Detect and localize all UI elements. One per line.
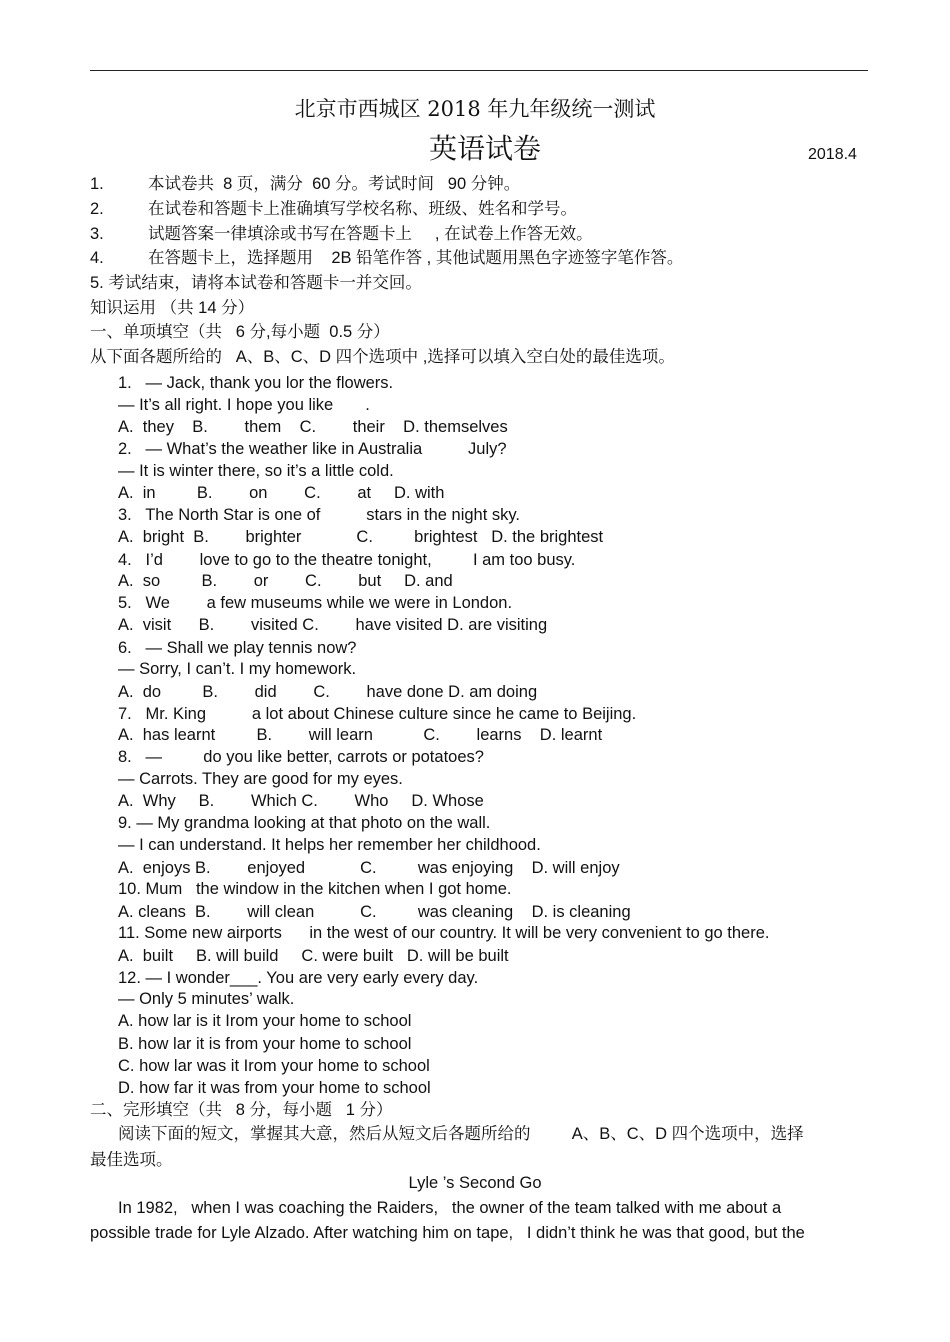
instruction-2-number: 2. [90, 200, 104, 218]
question-options: A. in B. on C. at D. with [118, 484, 445, 502]
question-options: A. so B. or C. but D. and [118, 572, 453, 590]
instruction-2: 在试卷和答题卡上准确填写学校名称、班级、姓名和学号。 [148, 200, 577, 218]
question-line: — It’s all right. I hope you like . [118, 396, 370, 414]
question-line: 10. Mum the window in the kitchen when I got home. [118, 880, 512, 898]
passage-title-text: Lyle ’s Second Go [408, 1174, 542, 1192]
exam-title: 北京市西城区 2018 年九年级统一测试 [294, 97, 656, 121]
question-options: A. how lar is it Irom your home to school [118, 1012, 412, 1030]
part2-directions-cont: 最佳选项。 [90, 1151, 173, 1169]
question-line: — Only 5 minutes’ walk. [118, 990, 295, 1008]
instruction-1: 本试卷共 8 页，满分 60 分。考试时间 90 分钟。 [148, 175, 521, 193]
part1-directions: 从下面各题所给的 A、B、C、D 四个选项中 ,选择可以填入空白处的最佳选项。 [90, 348, 675, 366]
question-line: 2. — What’s the weather like in Australia July? [118, 440, 507, 458]
question-line: — It is winter there, so it’s a little cold. [118, 462, 394, 480]
passage-line: possible trade for Lyle Alzado. After watching him on tape, I didn’t think he was that good, but the [90, 1224, 805, 1242]
instruction-4: 在答题卡上，选择题用 2B 铅笔作答 , 其他试题用黑色字迹签字笔作答。 [148, 249, 684, 267]
question-options: B. how lar it is from your home to school [118, 1035, 412, 1053]
instruction-1-number: 1. [90, 175, 104, 193]
part2-heading: 二、完形填空（共 8 分，每小题 1 分） [90, 1101, 393, 1119]
question-options: A. Why B. Which C. Who D. Whose [118, 792, 484, 810]
instruction-3: 试题答案一律填涂或书写在答题卡上 , 在试卷上作答无效。 [148, 225, 593, 243]
question-line: 1. — Jack, thank you lor the flowers. [118, 374, 394, 392]
question-options: A. they B. them C. their D. themselves [118, 418, 508, 436]
passage-title [0, 1174, 950, 1193]
passage-line: In 1982, when I was coaching the Raiders, the owner of the team talked with me about a [118, 1199, 782, 1217]
question-options: A. do B. did C. have done D. am doing [118, 683, 538, 701]
question-line: 6. — Shall we play tennis now? [118, 639, 357, 657]
question-options: C. how lar was it Irom your home to school [118, 1057, 430, 1075]
question-line: 8. — do you like better, carrots or potatoes? [118, 748, 484, 766]
instruction-3-number: 3. [90, 225, 104, 243]
question-line: — Sorry, I can’t. I my homework. [118, 660, 357, 678]
exam-date: 2018.4 [808, 146, 857, 163]
part1-heading: 一、单项填空（共 6 分,每小题 0.5 分） [90, 323, 390, 341]
instruction-4-number: 4. [90, 249, 104, 267]
question-line: — I can understand. It helps her remember her childhood. [118, 836, 541, 854]
question-line: 11. Some new airports in the west of our country. It will be very convenient to go there. [118, 924, 770, 942]
question-options: A. bright B. brighter C. brightest D. the brightest [118, 528, 604, 546]
instruction-5: 5. 考试结束，请将本试卷和答题卡一并交回。 [90, 274, 422, 292]
question-line: 12. — I wonder___. You are very early every day. [118, 969, 479, 987]
question-options: A. has learnt B. will learn C. learns D. learnt [118, 726, 603, 744]
question-line: 9. — My grandma looking at that photo on the wall. [118, 814, 491, 832]
question-options: D. how far it was from your home to school [118, 1079, 431, 1097]
question-options: A. visit B. visited C. have visited D. are visiting [118, 616, 548, 634]
question-line: 3. The North Star is one of stars in the night sky. [118, 506, 520, 524]
question-line: 5. We a few museums while we were in London. [118, 594, 513, 612]
question-line: 4. I’d love to go to the theatre tonight, I am too busy. [118, 551, 576, 569]
section-heading: 知识运用 （共 14 分） [90, 299, 255, 317]
part2-directions: 阅读下面的短文，掌握其大意，然后从短文后各题所给的 A、B、C、D 四个选项中，选择 [118, 1125, 804, 1143]
question-line: — Carrots. They are good for my eyes. [118, 770, 403, 788]
exam-subject-title: 英语试卷 [428, 132, 541, 165]
question-options: A. built B. will build C. were built D. will be built [118, 947, 509, 965]
question-options: A. cleans B. will clean C. was cleaning D. is cleaning [118, 903, 631, 921]
question-options: A. enjoys B. enjoyed C. was enjoying D. will enjoy [118, 859, 620, 877]
top-rule [90, 70, 868, 71]
question-line: 7. Mr. King a lot about Chinese culture since he came to Beijing. [118, 705, 637, 723]
